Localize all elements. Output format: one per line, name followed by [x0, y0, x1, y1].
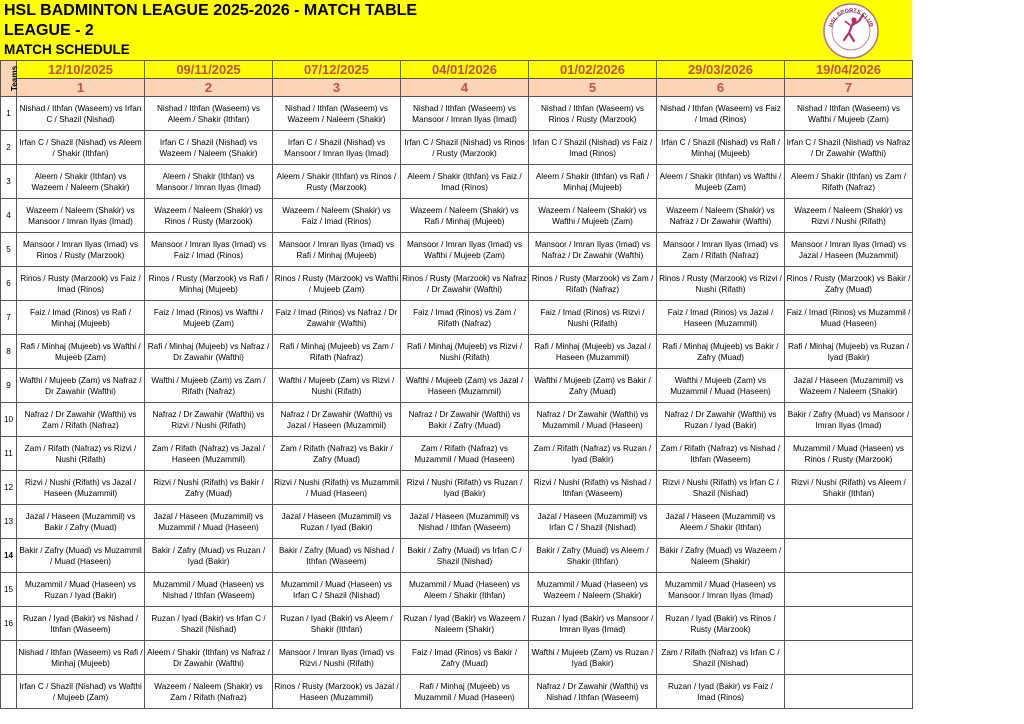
match-cell: Faiz / Imad (Rinos) vs Rafi / Minhaj (Mujeeb) [17, 301, 145, 335]
match-cell: Mansoor / Imran Ilyas (Imad) vs Rafi / Minhaj (Mujeeb) [273, 233, 401, 267]
row-number: 12 [1, 471, 17, 505]
match-cell: Wafthi / Mujeeb (Zam) vs Nafraz / Dr Zawahir (Wafthi) [17, 369, 145, 403]
match-cell [785, 675, 913, 709]
match-cell: Rizvi / Nushi (Rifath) vs Jazal / Haseen (Muzammil) [17, 471, 145, 505]
match-cell: Nishad / Ithfan (Waseem) vs Mansoor / Imran Ilyas (Imad) [401, 97, 529, 131]
date-header-1: 12/10/2025 [17, 61, 145, 79]
match-cell: Wafthi / Mujeeb (Zam) vs Jazal / Haseen (Muzammil) [401, 369, 529, 403]
match-cell: Wazeem / Naleem (Shakir) vs Nafraz / Dr Zawahir (Wafthi) [657, 199, 785, 233]
match-cell [785, 573, 913, 607]
match-cell: Faiz / Imad (Rinos) vs Muzammil / Muad (Haseen) [785, 301, 913, 335]
table-row [1, 607, 913, 641]
match-cell: Zam / Rifath (Nafraz) vs Irfan C / Shazil (Nishad) [657, 641, 785, 675]
match-cell: Mansoor / Imran Ilyas (Imad) vs Faiz / Imad (Rinos) [145, 233, 273, 267]
teams-header: Teams [1, 61, 17, 97]
match-cell: Rizvi / Nushi (Rifath) vs Irfan C / Shazil (Nishad) [657, 471, 785, 505]
row-number: 10 [1, 403, 17, 437]
match-cell: Faiz / Imad (Rinos) vs Wafthi / Mujeeb (Zam) [145, 301, 273, 335]
match-cell: Ruzan / Iyad (Bakir) vs Faiz / Imad (Rinos) [657, 675, 785, 709]
match-cell: Rafi / Minhaj (Mujeeb) vs Ruzan / Iyad (Bakir) [785, 335, 913, 369]
match-cell: Irfan C / Shazil (Nishad) vs Wafthi / Mujeeb (Zam) [17, 675, 145, 709]
match-cell: Rinos / Rusty (Marzook) vs Zam / Rifath (Nafraz) [529, 267, 657, 301]
match-cell: Rinos / Rusty (Marzook) vs Bakir / Zafry (Muad) [785, 267, 913, 301]
match-cell: Aleem / Shakir (Ithfan) vs Rafi / Minhaj (Mujeeb) [529, 165, 657, 199]
match-cell: Aleem / Shakir (Ithfan) vs Wafthi / Mujeeb (Zam) [657, 165, 785, 199]
match-cell: Aleem / Shakir (Ithfan) vs Mansoor / Imran Ilyas (Imad) [145, 165, 273, 199]
match-cell: Wafthi / Mujeeb (Zam) vs Ruzan / Iyad (Bakir) [529, 641, 657, 675]
match-cell: Muzammil / Muad (Haseen) vs Aleem / Shakir (Ithfan) [401, 573, 529, 607]
row-number: 11 [1, 437, 17, 471]
row-number: 5 [1, 233, 17, 267]
date-header-4: 04/01/2026 [401, 61, 529, 79]
match-cell: Aleem / Shakir (Ithfan) vs Rinos / Rusty (Marzook) [273, 165, 401, 199]
club-logo-icon [823, 3, 879, 59]
match-cell: Bakir / Zafry (Muad) vs Nishad / Ithfan (Waseem) [273, 539, 401, 573]
row-number: 8 [1, 335, 17, 369]
match-cell: Faiz / Imad (Rinos) vs Rizvi / Nushi (Rifath) [529, 301, 657, 335]
table-row [1, 675, 913, 709]
match-cell: Ruzan / Iyad (Bakir) vs Wazeem / Naleem (Shakir) [401, 607, 529, 641]
match-cell: Rizvi / Nushi (Rifath) vs Bakir / Zafry (Muad) [145, 471, 273, 505]
match-schedule-table [0, 60, 913, 709]
date-header-3: 07/12/2025 [273, 61, 401, 79]
match-cell: Bakir / Zafry (Muad) vs Mansoor / Imran Ilyas (Imad) [785, 403, 913, 437]
match-cell: Mansoor / Imran Ilyas (Imad) vs Rizvi / Nushi (Rifath) [273, 641, 401, 675]
row-number: 13 [1, 505, 17, 539]
match-cell: Rinos / Rusty (Marzook) vs Rafi / Minhaj (Mujeeb) [145, 267, 273, 301]
row-number: 4 [1, 199, 17, 233]
table-row [1, 267, 913, 301]
match-cell: Bakir / Zafry (Muad) vs Muzammil / Muad (Haseen) [17, 539, 145, 573]
match-cell: Bakir / Zafry (Muad) vs Ruzan / Iyad (Bakir) [145, 539, 273, 573]
match-cell: Muzammil / Muad (Haseen) vs Wazeem / Naleem (Shakir) [529, 573, 657, 607]
match-cell: Nafraz / Dr Zawahir (Wafthi) vs Nishad / Ithfan (Waseem) [529, 675, 657, 709]
match-cell: Muzammil / Muad (Haseen) vs Mansoor / Imran Ilyas (Imad) [657, 573, 785, 607]
match-cell: Faiz / Imad (Rinos) vs Bakir / Zafry (Muad) [401, 641, 529, 675]
table-row [1, 131, 913, 165]
table-row [1, 335, 913, 369]
match-cell: Rafi / Minhaj (Mujeeb) vs Jazal / Haseen (Muzammil) [529, 335, 657, 369]
match-cell: Zam / Rifath (Nafraz) vs Ruzan / Iyad (Bakir) [529, 437, 657, 471]
match-cell: Nafraz / Dr Zawahir (Wafthi) vs Ruzan / Iyad (Bakir) [657, 403, 785, 437]
row-number: 15 [1, 573, 17, 607]
round-number-7: 7 [785, 79, 913, 97]
match-cell: Rafi / Minhaj (Mujeeb) vs Nafraz / Dr Zawahir (Wafthi) [145, 335, 273, 369]
match-cell: Rafi / Minhaj (Mujeeb) vs Zam / Rifath (Nafraz) [273, 335, 401, 369]
logo-text: HSL SPORTS CLUB [828, 7, 874, 28]
match-cell: Ruzan / Iyad (Bakir) vs Aleem / Shakir (Ithfan) [273, 607, 401, 641]
table-row [1, 199, 913, 233]
match-cell: Irfan C / Shazil (Nishad) vs Rafi / Minhaj (Mujeeb) [657, 131, 785, 165]
header-banner [0, 0, 912, 60]
table-row [1, 505, 913, 539]
match-cell: Nishad / Ithfan (Waseem) vs Rinos / Rusty (Marzook) [529, 97, 657, 131]
match-cell: Irfan C / Shazil (Nishad) vs Nafraz / Dr Zawahir (Wafthi) [785, 131, 913, 165]
match-cell: Rinos / Rusty (Marzook) vs Faiz / Imad (Rinos) [17, 267, 145, 301]
match-cell: Wazeem / Naleem (Shakir) vs Wafthi / Mujeeb (Zam) [529, 199, 657, 233]
match-cell: Wafthi / Mujeeb (Zam) vs Muzammil / Muad (Haseen) [657, 369, 785, 403]
table-row [1, 437, 913, 471]
match-cell: Nafraz / Dr Zawahir (Wafthi) vs Zam / Rifath (Nafraz) [17, 403, 145, 437]
match-cell: Ruzan / Iyad (Bakir) vs Irfan C / Shazil (Nishad) [145, 607, 273, 641]
table-row [1, 403, 913, 437]
match-cell: Wafthi / Mujeeb (Zam) vs Zam / Rifath (Nafraz) [145, 369, 273, 403]
league-title: LEAGUE - 2 [4, 22, 94, 39]
date-header-7: 19/04/2026 [785, 61, 913, 79]
match-cell: Nishad / Ithfan (Waseem) vs Rafi / Minhaj (Mujeeb) [17, 641, 145, 675]
date-header-2: 09/11/2025 [145, 61, 273, 79]
match-cell: Muzammil / Muad (Haseen) vs Nishad / Ithfan (Waseem) [145, 573, 273, 607]
match-cell: Ruzan / Iyad (Bakir) vs Nishad / Ithfan (Waseem) [17, 607, 145, 641]
match-cell [785, 607, 913, 641]
round-number-3: 3 [273, 79, 401, 97]
table-row [1, 539, 913, 573]
match-cell: Rafi / Minhaj (Mujeeb) vs Bakir / Zafry (Muad) [657, 335, 785, 369]
match-cell: Nishad / Ithfan (Waseem) vs Wafthi / Mujeeb (Zam) [785, 97, 913, 131]
match-cell: Zam / Rifath (Nafraz) vs Nishad / Ithfan (Waseem) [657, 437, 785, 471]
match-cell: Mansoor / Imran Ilyas (Imad) vs Zam / Rifath (Nafraz) [657, 233, 785, 267]
match-cell: Jazal / Haseen (Muzammil) vs Ruzan / Iyad (Bakir) [273, 505, 401, 539]
match-cell: Jazal / Haseen (Muzammil) vs Aleem / Shakir (Ithfan) [657, 505, 785, 539]
match-cell: Faiz / Imad (Rinos) vs Zam / Rifath (Nafraz) [401, 301, 529, 335]
row-number: 2 [1, 131, 17, 165]
match-cell: Jazal / Haseen (Muzammil) vs Nishad / Ithfan (Waseem) [401, 505, 529, 539]
row-number: 16 [1, 607, 17, 641]
table-row [1, 301, 913, 335]
match-cell: Rafi / Minhaj (Mujeeb) vs Muzammil / Muad (Haseen) [401, 675, 529, 709]
schedule-subtitle: MATCH SCHEDULE [4, 42, 130, 57]
match-cell: Mansoor / Imran Ilyas (Imad) vs Jazal / Haseen (Muzammil) [785, 233, 913, 267]
match-cell: Jazal / Haseen (Muzammil) vs Wazeem / Naleem (Shakir) [785, 369, 913, 403]
match-cell: Jazal / Haseen (Muzammil) vs Muzammil / Muad (Haseen) [145, 505, 273, 539]
match-cell: Muzammil / Muad (Haseen) vs Rinos / Rusty (Marzook) [785, 437, 913, 471]
round-number-5: 5 [529, 79, 657, 97]
match-cell: Muzammil / Muad (Haseen) vs Irfan C / Shazil (Nishad) [273, 573, 401, 607]
date-header-row [1, 61, 913, 79]
match-cell [785, 641, 913, 675]
match-cell: Rizvi / Nushi (Rifath) vs Aleem / Shakir (Ithfan) [785, 471, 913, 505]
match-cell: Aleem / Shakir (Ithfan) vs Nafraz / Dr Zawahir (Wafthi) [145, 641, 273, 675]
match-cell [785, 505, 913, 539]
table-row [1, 573, 913, 607]
row-number: 14 [1, 539, 17, 573]
match-cell: Irfan C / Shazil (Nishad) vs Mansoor / Imran Ilyas (Imad) [273, 131, 401, 165]
match-cell: Rafi / Minhaj (Mujeeb) vs Rizvi / Nushi (Rifath) [401, 335, 529, 369]
match-cell: Wazeem / Naleem (Shakir) vs Rinos / Rusty (Marzook) [145, 199, 273, 233]
match-cell: Bakir / Zafry (Muad) vs Aleem / Shakir (Ithfan) [529, 539, 657, 573]
match-cell: Faiz / Imad (Rinos) vs Nafraz / Dr Zawahir (Wafthi) [273, 301, 401, 335]
match-cell: Rinos / Rusty (Marzook) vs Nafraz / Dr Zawahir (Wafthi) [401, 267, 529, 301]
match-cell: Aleem / Shakir (Ithfan) vs Wazeem / Naleem (Shakir) [17, 165, 145, 199]
match-cell: Wafthi / Mujeeb (Zam) vs Rizvi / Nushi (Rifath) [273, 369, 401, 403]
row-number: 3 [1, 165, 17, 199]
match-cell: Irfan C / Shazil (Nishad) vs Faiz / Imad (Rinos) [529, 131, 657, 165]
match-cell: Muzammil / Muad (Haseen) vs Ruzan / Iyad (Bakir) [17, 573, 145, 607]
round-number-6: 6 [657, 79, 785, 97]
match-cell: Nafraz / Dr Zawahir (Wafthi) vs Rizvi / Nushi (Rifath) [145, 403, 273, 437]
match-cell: Rizvi / Nushi (Rifath) vs Ruzan / Iyad (Bakir) [401, 471, 529, 505]
match-cell: Aleem / Shakir (Ithfan) vs Faiz / Imad (Rinos) [401, 165, 529, 199]
row-number: 1 [1, 97, 17, 131]
match-cell: Rizvi / Nushi (Rifath) vs Muzammil / Muad (Haseen) [273, 471, 401, 505]
match-cell: Ruzan / Iyad (Bakir) vs Mansoor / Imran Ilyas (Imad) [529, 607, 657, 641]
round-number-1: 1 [17, 79, 145, 97]
match-cell: Jazal / Haseen (Muzammil) vs Bakir / Zafry (Muad) [17, 505, 145, 539]
match-cell: Mansoor / Imran Ilyas (Imad) vs Rinos / Rusty (Marzook) [17, 233, 145, 267]
match-cell: Nafraz / Dr Zawahir (Wafthi) vs Muzammil / Muad (Haseen) [529, 403, 657, 437]
table-row [1, 641, 913, 675]
match-cell: Zam / Rifath (Nafraz) vs Jazal / Haseen (Muzammil) [145, 437, 273, 471]
match-cell: Rinos / Rusty (Marzook) vs Jazal / Haseen (Muzammil) [273, 675, 401, 709]
page-title: HSL BADMINTON LEAGUE 2025-2026 - MATCH TABLE [4, 2, 418, 19]
match-cell: Ruzan / Iyad (Bakir) vs Rinos / Rusty (Marzook) [657, 607, 785, 641]
match-cell [785, 539, 913, 573]
table-row [1, 369, 913, 403]
match-cell: Rinos / Rusty (Marzook) vs Wafthi / Mujeeb (Zam) [273, 267, 401, 301]
match-cell: Faiz / Imad (Rinos) vs Jazal / Haseen (Muzammil) [657, 301, 785, 335]
match-cell: Mansoor / Imran Ilyas (Imad) vs Nafraz / Dr Zawahir (Wafthi) [529, 233, 657, 267]
match-cell: Rinos / Rusty (Marzook) vs Rizvi / Nushi (Rifath) [657, 267, 785, 301]
row-number [1, 641, 17, 675]
match-cell: Rizvi / Nushi (Rifath) vs Nishad / Ithfan (Waseem) [529, 471, 657, 505]
match-cell: Zam / Rifath (Nafraz) vs Rizvi / Nushi (Rifath) [17, 437, 145, 471]
match-cell: Aleem / Shakir (Ithfan) vs Zam / Rifath (Nafraz) [785, 165, 913, 199]
row-number [1, 675, 17, 709]
match-cell: Mansoor / Imran Ilyas (Imad) vs Wafthi / Mujeeb (Zam) [401, 233, 529, 267]
match-cell: Wazeem / Naleem (Shakir) vs Zam / Rifath (Nafraz) [145, 675, 273, 709]
match-cell: Wazeem / Naleem (Shakir) vs Rizvi / Nushi (Rifath) [785, 199, 913, 233]
match-cell: Irfan C / Shazil (Nishad) vs Wazeem / Naleem (Shakir) [145, 131, 273, 165]
match-cell: Nafraz / Dr Zawahir (Wafthi) vs Jazal / Haseen (Muzammil) [273, 403, 401, 437]
match-cell: Nishad / Ithfan (Waseem) vs Irfan C / Shazil (Nishad) [17, 97, 145, 131]
date-header-5: 01/02/2026 [529, 61, 657, 79]
table-row [1, 471, 913, 505]
match-cell: Nishad / Ithfan (Waseem) vs Wazeem / Naleem (Shakir) [273, 97, 401, 131]
match-cell: Zam / Rifath (Nafraz) vs Bakir / Zafry (Muad) [273, 437, 401, 471]
match-cell: Wafthi / Mujeeb (Zam) vs Bakir / Zafry (Muad) [529, 369, 657, 403]
match-cell: Wazeem / Naleem (Shakir) vs Rafi / Minhaj (Mujeeb) [401, 199, 529, 233]
match-cell: Irfan C / Shazil (Nishad) vs Aleem / Shakir (Ithfan) [17, 131, 145, 165]
round-number-4: 4 [401, 79, 529, 97]
match-cell: Nishad / Ithfan (Waseem) vs Faiz / Imad (Rinos) [657, 97, 785, 131]
match-cell: Nishad / Ithfan (Waseem) vs Aleem / Shakir (Ithfan) [145, 97, 273, 131]
date-header-6: 29/03/2026 [657, 61, 785, 79]
match-cell: Nafraz / Dr Zawahir (Wafthi) vs Bakir / Zafry (Muad) [401, 403, 529, 437]
round-number-row [1, 79, 913, 97]
match-cell: Zam / Rifath (Nafraz) vs Muzammil / Muad (Haseen) [401, 437, 529, 471]
match-cell: Irfan C / Shazil (Nishad) vs Rinos / Rusty (Marzook) [401, 131, 529, 165]
match-cell: Bakir / Zafry (Muad) vs Wazeem / Naleem (Shakir) [657, 539, 785, 573]
match-cell: Wazeem / Naleem (Shakir) vs Mansoor / Imran Ilyas (Imad) [17, 199, 145, 233]
row-number: 7 [1, 301, 17, 335]
table-row [1, 233, 913, 267]
table-row [1, 165, 913, 199]
match-cell: Rafi / Minhaj (Mujeeb) vs Wafthi / Mujeeb (Zam) [17, 335, 145, 369]
table-row [1, 97, 913, 131]
match-cell: Jazal / Haseen (Muzammil) vs Irfan C / Shazil (Nishad) [529, 505, 657, 539]
row-number: 6 [1, 267, 17, 301]
match-cell: Wazeem / Naleem (Shakir) vs Faiz / Imad (Rinos) [273, 199, 401, 233]
match-cell: Bakir / Zafry (Muad) vs Irfan C / Shazil (Nishad) [401, 539, 529, 573]
row-number: 9 [1, 369, 17, 403]
round-number-2: 2 [145, 79, 273, 97]
